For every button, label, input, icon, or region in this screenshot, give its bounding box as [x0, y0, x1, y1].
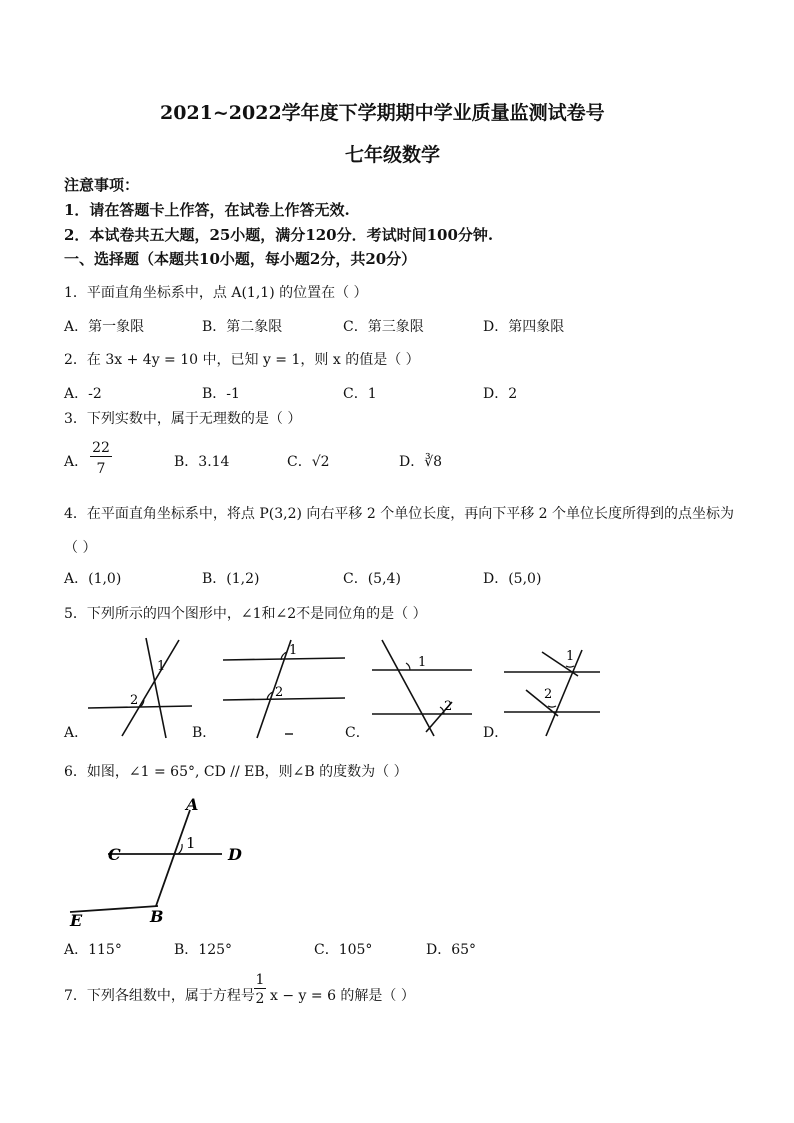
q6-option-b: B．125°	[174, 942, 233, 958]
q5-figure-d	[500, 636, 605, 740]
q5-figure-a	[84, 636, 196, 740]
q2-option-d: D．2	[483, 386, 518, 402]
exam-subtitle: 七年级数学	[345, 144, 441, 166]
q4-option-d: D．(5,0)	[483, 571, 542, 587]
q7-fraction-numerator: 1	[255, 972, 265, 988]
q6-option-a: A．115°	[64, 942, 122, 958]
q6-label-e: E	[70, 911, 83, 930]
exam-title: 2021~2022学年度下学期期中学业质量监测试卷号	[160, 102, 605, 124]
q2-option-b: B．-1	[202, 386, 240, 402]
q1-option-a: A．第一象限	[64, 319, 145, 335]
q4-option-a: A．(1,0)	[64, 571, 122, 587]
q6-label-b: B	[150, 907, 164, 926]
q5-option-d: D．	[483, 725, 509, 741]
q7-stem-prefix: 7．下列各组数中，属于方程号	[64, 988, 255, 1004]
q5b-angle-1-label: 1	[289, 643, 298, 658]
q7-stem-suffix: x − y = 6 的解是（ ）	[270, 988, 415, 1004]
q4-stem: 4．在平面直角坐标系中，将点 P(3,2) 向右平移 2 个单位长度，再向下平移 2 个单位长度所得到的点坐标为	[64, 506, 735, 522]
q5-option-c: C．	[345, 725, 370, 741]
q6-figure	[62, 790, 262, 930]
q4-option-c: C．(5,4)	[343, 571, 401, 587]
q6-label-a: A	[186, 795, 199, 814]
q5c-angle-1-label: 1	[418, 655, 427, 670]
q3-option-a-prefix: A．	[64, 454, 89, 470]
q1-option-b: B．第二象限	[202, 319, 283, 335]
q5a-angle-2-label: 2	[130, 693, 139, 708]
q1-option-d: D．第四象限	[483, 319, 565, 335]
q3-option-c: C．√2	[287, 454, 330, 470]
q4-stem-continued: （ ）	[64, 540, 97, 556]
q6-option-c: C．105°	[314, 942, 373, 958]
q5d-angle-1-label: 1	[566, 649, 575, 664]
q5-option-a: A．	[64, 725, 89, 741]
notice-item-2: 2．本试卷共五大题，25小题，满分120分．考试时间100分钟.	[64, 226, 494, 244]
q3-fraction-numerator: 22	[90, 440, 112, 457]
q2-option-c: C．1	[343, 386, 377, 402]
q3-option-b: B．3.14	[174, 454, 230, 470]
q5-figure-b	[215, 636, 350, 740]
q4-option-b: B．(1,2)	[202, 571, 260, 587]
q2-option-a: A．-2	[64, 386, 102, 402]
q3-option-d: D．∛8	[399, 454, 443, 470]
notice-heading: 注意事项：	[64, 176, 140, 194]
q6-label-c: C	[108, 845, 121, 864]
q6-option-d: D．65°	[426, 942, 477, 958]
q7-fraction-denominator: 2	[255, 991, 265, 1007]
notice-item-1: 1．请在答题卡上作答，在试卷上作答无效.	[64, 201, 350, 219]
q5-figure-c	[368, 636, 480, 740]
q5d-angle-2-label: 2	[544, 687, 553, 702]
q5b-angle-2-label: 2	[275, 685, 284, 700]
q1-option-c: C．第三象限	[343, 319, 424, 335]
q6-label-d: D	[228, 845, 242, 864]
q3-stem: 3．下列实数中，属于无理数的是（ ）	[64, 411, 302, 427]
q3-fraction-denominator: 7	[96, 461, 106, 477]
q5c-angle-2-label: 2	[444, 699, 453, 714]
section-heading: 一、选择题（本题共10小题，每小题2分，共20分）	[64, 250, 417, 268]
q2-stem: 2．在 3x + 4y = 10 中，已知 y = 1，则 x 的值是（ ）	[64, 352, 420, 368]
q1-stem: 1．平面直角坐标系中，点 A(1,1) 的位置在（ ）	[64, 285, 368, 301]
q6-stem: 6．如图，∠1 = 65°, CD // EB，则∠B 的度数为（ ）	[64, 764, 408, 780]
q6-angle-1-label: 1	[186, 834, 196, 852]
q5-option-b: B．	[192, 725, 217, 741]
q5-stem: 5．下列所示的四个图形中，∠1和∠2不是同位角的是（ ）	[64, 606, 427, 622]
q5a-angle-1-label: 1	[157, 659, 166, 674]
